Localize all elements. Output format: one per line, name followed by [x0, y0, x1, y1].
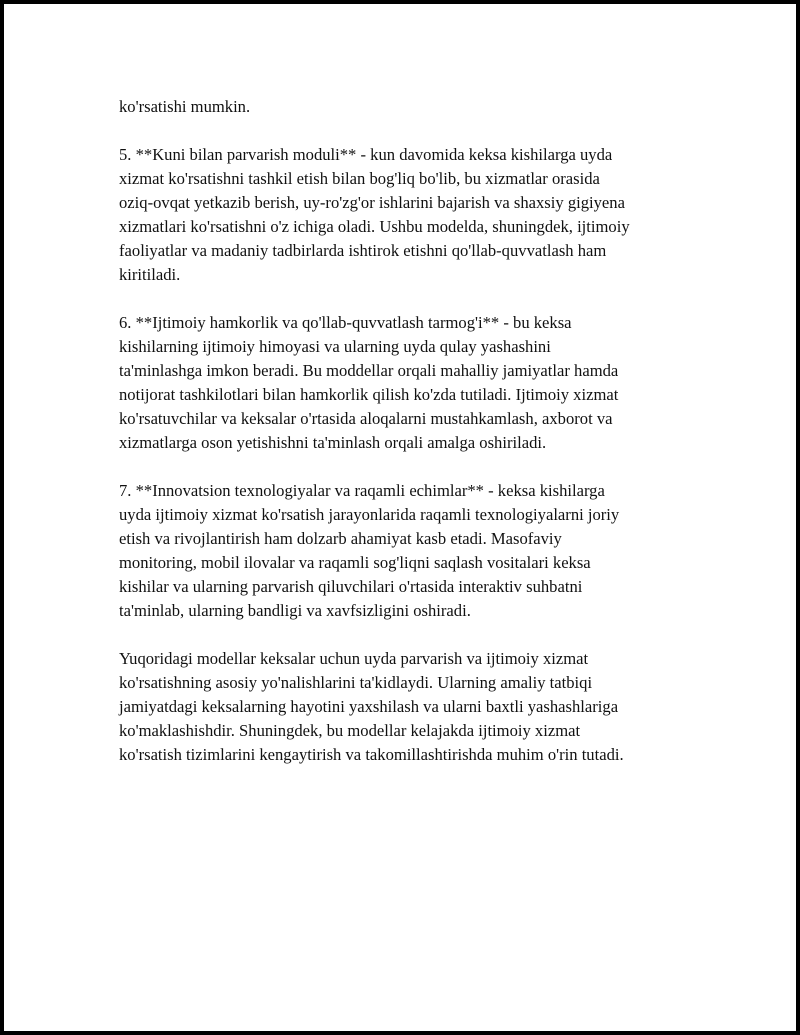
paragraph-continuation: ko'rsatishi mumkin. — [119, 97, 251, 116]
paragraph-item-7: 7. **Innovatsion texnologiyalar va raqamli echimlar** - keksa kishilarga uyda ijtimoiy xizmat ko'rsatish jarayonlarida raqamli texnologiyalarni joriy etish va rivojlantirish ham dolzarb ahamiyat kasb etadi. Masofaviy monitoring, mobil ilovalar va raqamli sog'liqni saqlash vositalari keksa kishilar va ularning parvarish qiluvchilari o'rtasida interaktiv suhbatni ta'minlab, ularning bandligi va xavfsizligini oshiradi. — [119, 481, 620, 620]
document-body — [119, 95, 694, 791]
paragraph-item-5: 5. **Kuni bilan parvarish moduli** - kun davomida keksa kishilarga uyda xizmat ko'rsatishni tashkil etish bilan bog'liq bo'lib, bu xizmatlar orasida oziq-ovqat yetkazib berish, uy-ro'zg'or ishlarini bajarish va shaxsiy gigiyena xizmatlari ko'rsatishni o'z ichiga oladi. Ushbu modelda, shuningdek, ijtimoiy faoliyatlar va madaniy tadbirlarda ishtirok etishni qo'llab-quvvatlash ham kiritiladi. — [119, 145, 630, 284]
paragraph-item-6: 6. **Ijtimoiy hamkorlik va qo'llab-quvvatlash tarmog'i** - bu keksa kishilarning ijtimoiy himoyasi va ularning uyda qulay yashashini ta'minlashga imkon beradi. Bu moddellar orqali mahalliy jamiyatlar hamda notijorat tashkilotlari bilan hamkorlik qilish ko'zda tutiladi. Ijtimoiy xizmat ko'rsatuvchilar va keksalar o'rtasida aloqalarni mustahkamlash, axborot va xizmatlarga oson yetishishni ta'minlash orqali amalga oshiriladi. — [119, 313, 619, 452]
paragraph-conclusion: Yuqoridagi modellar keksalar uchun uyda parvarish va ijtimoiy xizmat ko'rsatishning asosiy yo'nalishlarini ta'kidlaydi. Ularning amaliy tatbiqi jamiyatdagi keksalarning hayotini yaxshilash va ularni baxtli yashashlariga ko'maklashishdir. Shuningdek, bu modellar kelajakda ijtimoiy xizmat ko'rsatish tizimlarini kengaytirish va takomillashtirishda muhim o'rin tutadi. — [119, 649, 624, 764]
